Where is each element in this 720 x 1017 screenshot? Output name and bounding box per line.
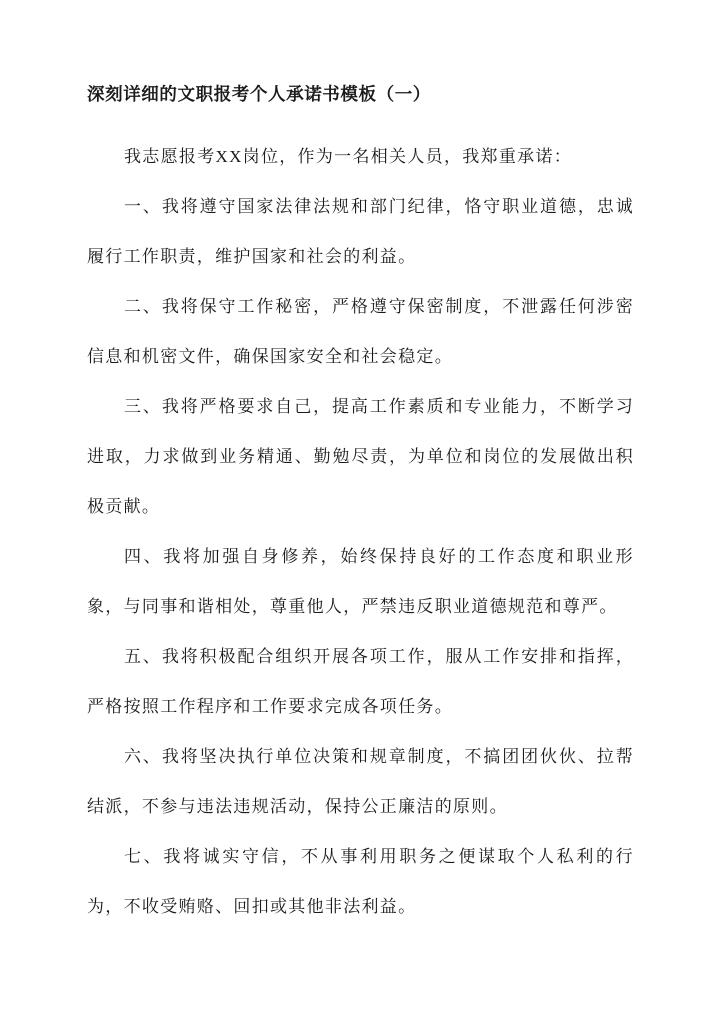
commitment-item-1: 一、我将遵守国家法律法规和部门纪律，恪守职业道德，忠诚履行工作职责，维护国家和社会的利益。: [87, 197, 634, 266]
commitment-item-2: 二、我将保守工作秘密，严格遵守保密制度，不泄露任何涉密信息和机密文件，确保国家安全和社会稳定。: [87, 297, 634, 366]
document-title: 深刻详细的文职报考个人承诺书模板（一）: [87, 84, 431, 104]
commitment-item-5: 五、我将积极配合组织开展各项工作，服从工作安排和指挥，严格按照工作程序和工作要求完成各项任务。: [87, 647, 634, 716]
commitment-item-7: 七、我将诚实守信，不从事利用职务之便谋取个人私利的行为，不收受贿赂、回扣或其他非法利益。: [87, 847, 634, 916]
commitment-item-4: 四、我将加强自身修养，始终保持良好的工作态度和职业形象，与同事和谐相处，尊重他人，严禁违反职业道德规范和尊严。: [87, 547, 634, 616]
commitment-item-6: 六、我将坚决执行单位决策和规章制度，不搞团团伙伙、拉帮结派，不参与违法违规活动，保持公正廉洁的原则。: [87, 747, 634, 816]
intro-paragraph: 我志愿报考XX岗位，作为一名相关人员，我郑重承诺：: [124, 147, 573, 166]
commitment-item-3: 三、我将严格要求自己，提高工作素质和专业能力，不断学习进取，力求做到业务精通、勤勉尽责，为单位和岗位的发展做出积极贡献。: [87, 397, 634, 516]
